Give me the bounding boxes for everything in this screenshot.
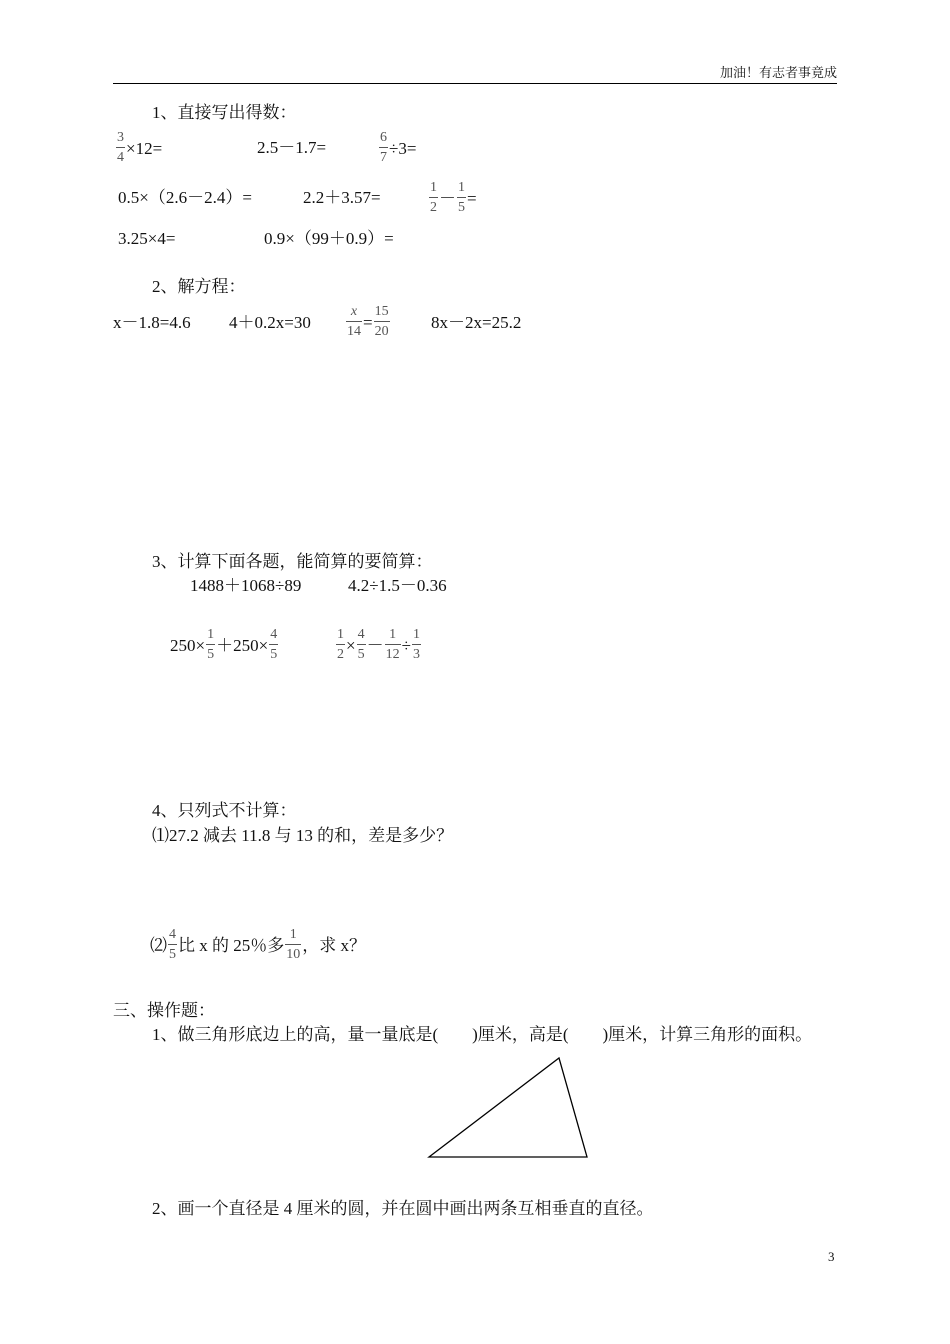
section3-operation-1: 1、做三角形底边上的高，量一量底是( )厘米，高是( )厘米，计算三角形的面积。 [152, 1025, 813, 1044]
q2-equation-2: 4＋0.2x=30 [229, 313, 311, 332]
fraction: $\frac{6}{7}$ [380, 130, 387, 165]
q2-equation-4: 8x－2x=25.2 [431, 313, 522, 332]
fraction: $\frac{3}{4}$ [117, 130, 124, 165]
q1-item-d: 0.5×（2.6－2.4）= [118, 188, 252, 207]
section3-operation-2: 2、画一个直径是 4 厘米的圆，并在圆中画出两条互相垂直的直径。 [152, 1199, 654, 1218]
q1-item-g: 3.25×4= [118, 229, 176, 248]
fraction: $\frac{1}{5}$ [458, 180, 465, 215]
fraction: $\frac{1}{2}$ [337, 627, 344, 662]
q3-expression-2: 4.2÷1.5－0.36 [348, 576, 447, 595]
page-number: 3 [828, 1249, 835, 1264]
q3-expression-4: $\frac{1}{2}$ × $\frac{4}{5}$ － $\frac{1}{12}$ ÷ $\frac{1}{3}$ [337, 627, 420, 662]
q1-item-b: 2.5－1.7= [257, 138, 327, 157]
q2-equation-1: x－1.8=4.6 [113, 313, 191, 332]
q1-item-f: $\frac{1}{2}$ － $\frac{1}{5}$ = [430, 180, 477, 215]
header-motto: 加油！有志者事竟成 [719, 65, 837, 80]
q3-expression-3: 250× $\frac{1}{5}$ ＋250× $\frac{4}{5}$ [170, 627, 278, 662]
fraction: $\frac{1}{5}$ [207, 627, 215, 662]
fraction: $\frac{1}{10}$ [286, 927, 301, 962]
q1-title: 1、直接写出得数： [152, 103, 297, 122]
fraction: $\frac{15}{20}$ [374, 304, 389, 339]
q1-item-a: $\frac{3}{4}$ ×12= [117, 130, 163, 165]
header-rule [113, 83, 837, 84]
q4-problem-1: ⑴27.2 减去 11.8 与 13 的和，差是多少？ [152, 826, 454, 845]
q4-title: 4、只列式不计算： [152, 801, 297, 820]
fraction: $\frac{1}{12}$ [385, 627, 400, 662]
fraction: $\frac{x}{14}$ [347, 304, 361, 339]
q3-expression-1: 1488＋1068÷89 [190, 576, 302, 595]
q2-title: 2、解方程： [152, 277, 246, 296]
q1-item-c: $\frac{6}{7}$ ÷3= [380, 130, 417, 165]
section3-title: 三、操作题： [113, 1001, 215, 1020]
fraction: $\frac{1}{2}$ [430, 180, 437, 215]
triangle-shape [429, 1058, 587, 1157]
q4-problem-2: ⑵ $\frac{4}{5}$ 比 x 的 25％多 $\frac{1}{10}$ ，求 x？ [150, 927, 366, 962]
q1-item-e: 2.2＋3.57= [303, 188, 381, 207]
fraction: $\frac{4}{5}$ [357, 627, 365, 662]
fraction: $\frac{1}{3}$ [412, 627, 420, 662]
fraction: $\frac{4}{5}$ [169, 927, 176, 962]
q2-equation-3: $\frac{x}{14}$ = $\frac{15}{20}$ [347, 304, 389, 339]
fraction: $\frac{4}{5}$ [270, 627, 278, 662]
triangle-figure [420, 1050, 600, 1165]
q3-title: 3、计算下面各题，能简算的要简算： [152, 552, 433, 571]
q1-item-h: 0.9×（99＋0.9）= [264, 229, 394, 248]
